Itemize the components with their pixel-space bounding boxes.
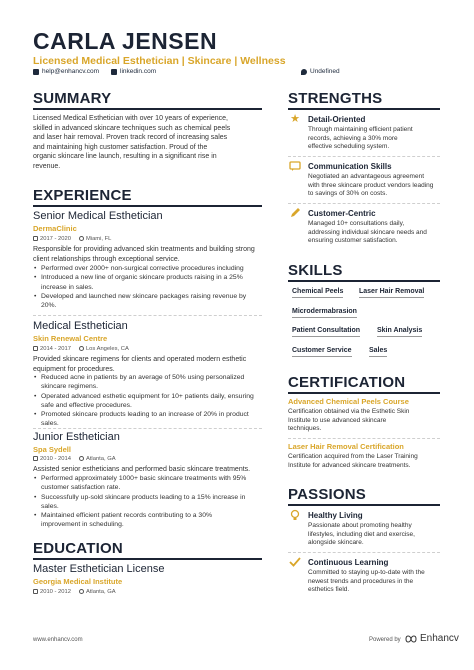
enhancv-logo-icon [405,635,417,643]
skill-tag: Sales [369,347,387,357]
degree-title: Master Esthetician License [33,563,165,575]
calendar-icon [33,346,38,351]
strength-title: Detail-Oriented [308,115,366,124]
contact-location [301,68,340,75]
job-meta: 2017 - 2020 Miami, FL [33,236,111,242]
passion-title: Healthy Living [308,511,363,520]
skills-rule [288,280,440,282]
location-text: Undefined [310,68,340,75]
divider [288,438,440,439]
bullet-item: • Performed over 2000+ non-surgical corrective procedures including [33,264,268,273]
summary-text: Licensed Medical Esthetician with over 10 years of experience, skilled in advanced skincare techniques such as chemical peels and laser hair removal. Proven track record of increasing sales and maintaining high customer satisfaction. Proud of the organic skincare line launch, resulting in a significant rise in revenue. [33,115,231,170]
skill-tag: Skin Analysis [377,327,422,337]
star-icon: ★ [290,113,300,125]
job-description: Provided skincare regimens for clients and operated modern esthetic equipment for procedures. [33,356,247,373]
divider [288,203,440,204]
bullet-item: • Performed approximately 1000+ basic skincare treatments with 95% customer satisfaction rate. [33,474,268,493]
linkedin-text: linkedin.com [120,68,157,75]
strength-desc: Managed 10+ consultations daily, addressing individual skincare needs and ensuring customer satisfaction. [308,220,427,245]
enhancv-logo [405,633,459,644]
location-icon [79,346,84,351]
job-company: Spa Sydell [33,445,71,454]
location-icon [79,589,84,594]
education-heading: EDUCATION [33,540,123,557]
skill-tag: Laser Hair Removal [359,288,424,298]
location-icon [79,456,84,461]
calendar-icon [33,236,38,241]
passions-heading: PASSIONS [288,486,367,503]
skills-heading: SKILLS [288,262,343,279]
email-text: help@enhancv.com [42,68,100,75]
skill-tag: Patient Consultation [292,327,360,337]
experience-rule [33,205,262,207]
cert-title: Advanced Chemical Peels Course [288,397,409,406]
summary-heading: SUMMARY [33,90,112,107]
check-icon [289,556,301,568]
job-bullets [33,474,268,530]
footer-site[interactable]: www.enhancv.com [33,637,83,643]
bullet-item: • Maintained efficient patient records contributing to a 30% improvement in scheduling. [33,511,268,530]
certification-heading: CERTIFICATION [288,374,406,391]
location-icon [79,236,84,241]
job-meta: 2014 - 2017 Los Angeles, CA [33,346,129,352]
skill-tag: Customer Service [292,347,352,357]
cert-desc: Certification obtained via the Esthetic Skin Institute to use advanced skincare techniques. [288,408,410,433]
divider [33,428,262,429]
pencil-icon [289,207,301,219]
calendar-icon [33,456,38,461]
candidate-tagline: Licensed Medical Esthetician | Skincare | Wellness [33,55,286,67]
strength-desc: Through maintaining efficient patient records, achieving a 30% more effective scheduling system. [308,126,413,151]
calendar-icon [33,589,38,594]
job-meta: 2010 - 2014 Atlanta, GA [33,456,116,462]
bullet-item: • Successfully up-sold skincare products leading to a 15% increase in sales. [33,493,268,512]
education-meta: 2010 - 2012 Atlanta, GA [33,589,116,595]
contact-linkedin[interactable] [111,68,156,75]
job-description: Assisted senior estheticians and performed basic skincare treatments. [33,466,251,473]
passions-rule [288,504,440,506]
divider [288,156,440,157]
cert-desc: Certification acquired from the Laser Training Institute for advanced skincare treatments. [288,453,418,469]
passion-desc: Committed to staying up-to-date with the newest trends and procedures in the esthetics field. [308,569,425,594]
experience-heading: EXPERIENCE [33,187,132,204]
job-bullets [33,264,268,310]
strength-title: Customer-Centric [308,209,376,218]
lightbulb-icon [289,509,301,521]
education-rule [33,558,262,560]
divider [33,315,262,316]
footer-powered: Powered by [369,637,401,643]
passion-title: Continuous Learning [308,558,389,567]
bullet-item: • Introduced a new line of organic skincare products raising in a 25% increase in sales. [33,273,268,292]
enhancv-brand-text: Enhancv [420,633,459,644]
job-title: Medical Esthetician [33,320,128,332]
chat-icon [289,160,301,172]
contact-email[interactable] [33,68,99,75]
bullet-item: • Promoted skincare products leading to an increase of 20% in product sales. [33,410,268,429]
location-icon [301,69,307,75]
strengths-heading: STRENGTHS [288,90,383,107]
candidate-name: CARLA JENSEN [33,28,218,54]
summary-rule [33,108,262,110]
divider [288,552,440,553]
strengths-rule [288,108,440,110]
job-title: Senior Medical Esthetician [33,210,163,222]
job-company: DermaClinic [33,224,77,233]
linkedin-icon [111,69,117,75]
passion-desc: Passionate about promoting healthy lifestyles, including diet and exercise, alongside skincare. [308,522,415,547]
certification-rule [288,392,440,394]
job-company: Skin Renewal Centre [33,334,108,343]
job-bullets [33,373,268,429]
strength-desc: Negotiated an advantageous agreement with three skincare product vendors leading to savings of 30% on costs. [308,173,434,198]
school-name: Georgia Medical Institute [33,577,123,586]
strength-title: Communication Skills [308,162,392,171]
job-description: Responsible for providing advanced skin treatments and building strong client relationships through exceptional service. [33,246,255,263]
bullet-item: • Operated advanced esthetic equipment for 10+ patients daily, ensuring safe and effective procedures. [33,392,268,411]
bullet-item: • Reduced acne in patients by an average of 50% using personalized skincare regimens. [33,373,268,392]
skill-tag: Microdermabrasion [292,308,357,318]
cert-title: Laser Hair Removal Certification [288,442,404,451]
skill-tag: Chemical Peels [292,288,343,298]
job-title: Junior Esthetician [33,431,120,443]
email-icon [33,69,39,75]
bullet-item: • Developed and launched new skincare packages raising revenue by 20%. [33,292,268,311]
